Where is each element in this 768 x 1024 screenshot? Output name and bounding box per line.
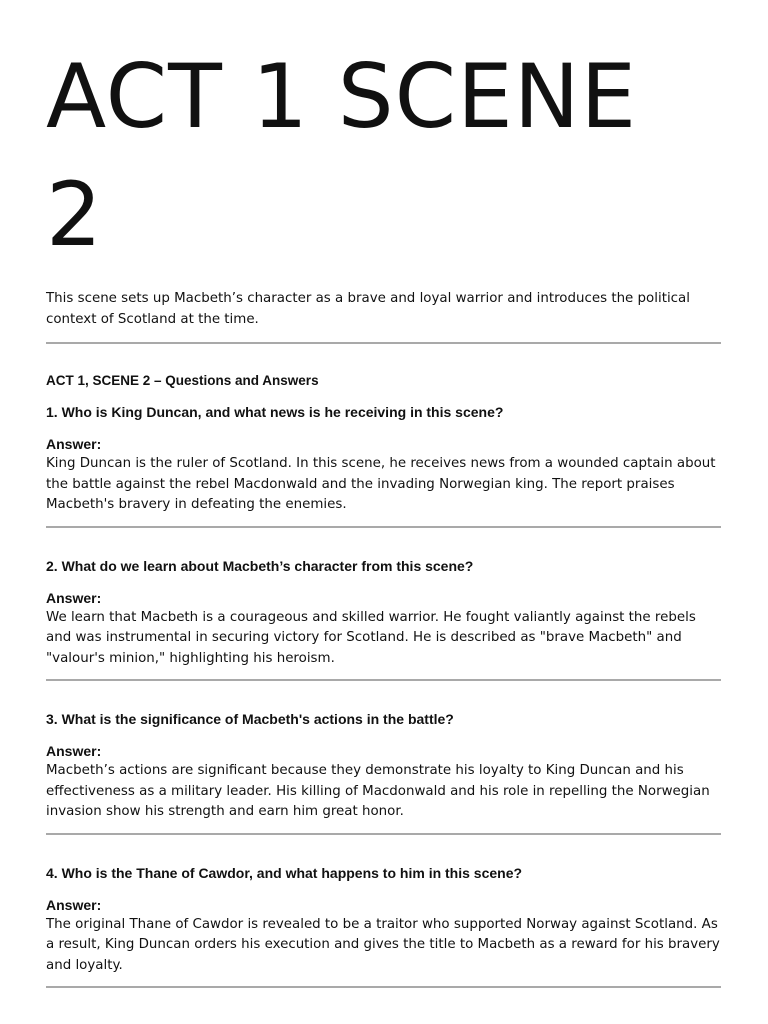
answer-4: The original Thane of Cawdor is revealed to be a traitor who supported Norway against Scotland. As a result, King Duncan orders his execution and gives the title to Macbeth as a reward for his bravery and loyalty.: [46, 916, 720, 973]
answer-label-2: Answer:: [46, 589, 102, 606]
answer-label-4: Answer:: [46, 896, 102, 913]
divider: [46, 342, 721, 344]
page-title: ACT 1 SCENE 2: [46, 45, 638, 266]
question-4: 4. Who is the Thane of Cawdor, and what happens to him in this scene?: [46, 864, 523, 881]
qa-item-3: [46, 709, 722, 823]
question-1: 1. Who is King Duncan, and what news is he receiving in this scene?: [46, 404, 504, 420]
qa-section-heading: ACT 1, SCENE 2 – Questions and Answers: [46, 373, 319, 388]
answer-label-3: Answer:: [46, 743, 102, 759]
qa-item-4: [46, 863, 722, 977]
divider: [46, 679, 721, 681]
question-3: 3. What is the significance of Macbeth's actions in the battle?: [46, 711, 454, 727]
qa-item-2: [46, 556, 722, 670]
answer-2: We learn that Macbeth is a courageous and skilled warrior. He fought valiantly against the rebels and was instrumental in securing victory for Scotland. He is described as "brave Macbeth" and "valour's minion," highlighting his heroism.: [46, 609, 696, 666]
divider: [46, 833, 721, 835]
intro-paragraph: This scene sets up Macbeth’s character as a brave and loyal warrior and introduces the political context of Scotland at the time.: [46, 291, 690, 327]
document-page: [46, 0, 722, 988]
divider: [46, 526, 721, 528]
answer-1: King Duncan is the ruler of Scotland. In this scene, he receives news from a wounded captain about the battle against the rebel Macdonwald and the invading Norwegian king. The report praises Macbeth's bravery in defeating the enemies.: [46, 456, 716, 512]
answer-3: Macbeth’s actions are significant because they demonstrate his loyalty to King Duncan and his effectiveness as a military leader. His killing of Macdonwald and his role in repelling the Norwegian invasion show his strength and earn him great honor.: [46, 763, 710, 819]
question-2: 2. What do we learn about Macbeth’s character from this scene?: [46, 557, 474, 574]
divider: [46, 986, 721, 988]
answer-label-1: Answer:: [46, 436, 102, 452]
qa-item-1: [46, 402, 722, 516]
